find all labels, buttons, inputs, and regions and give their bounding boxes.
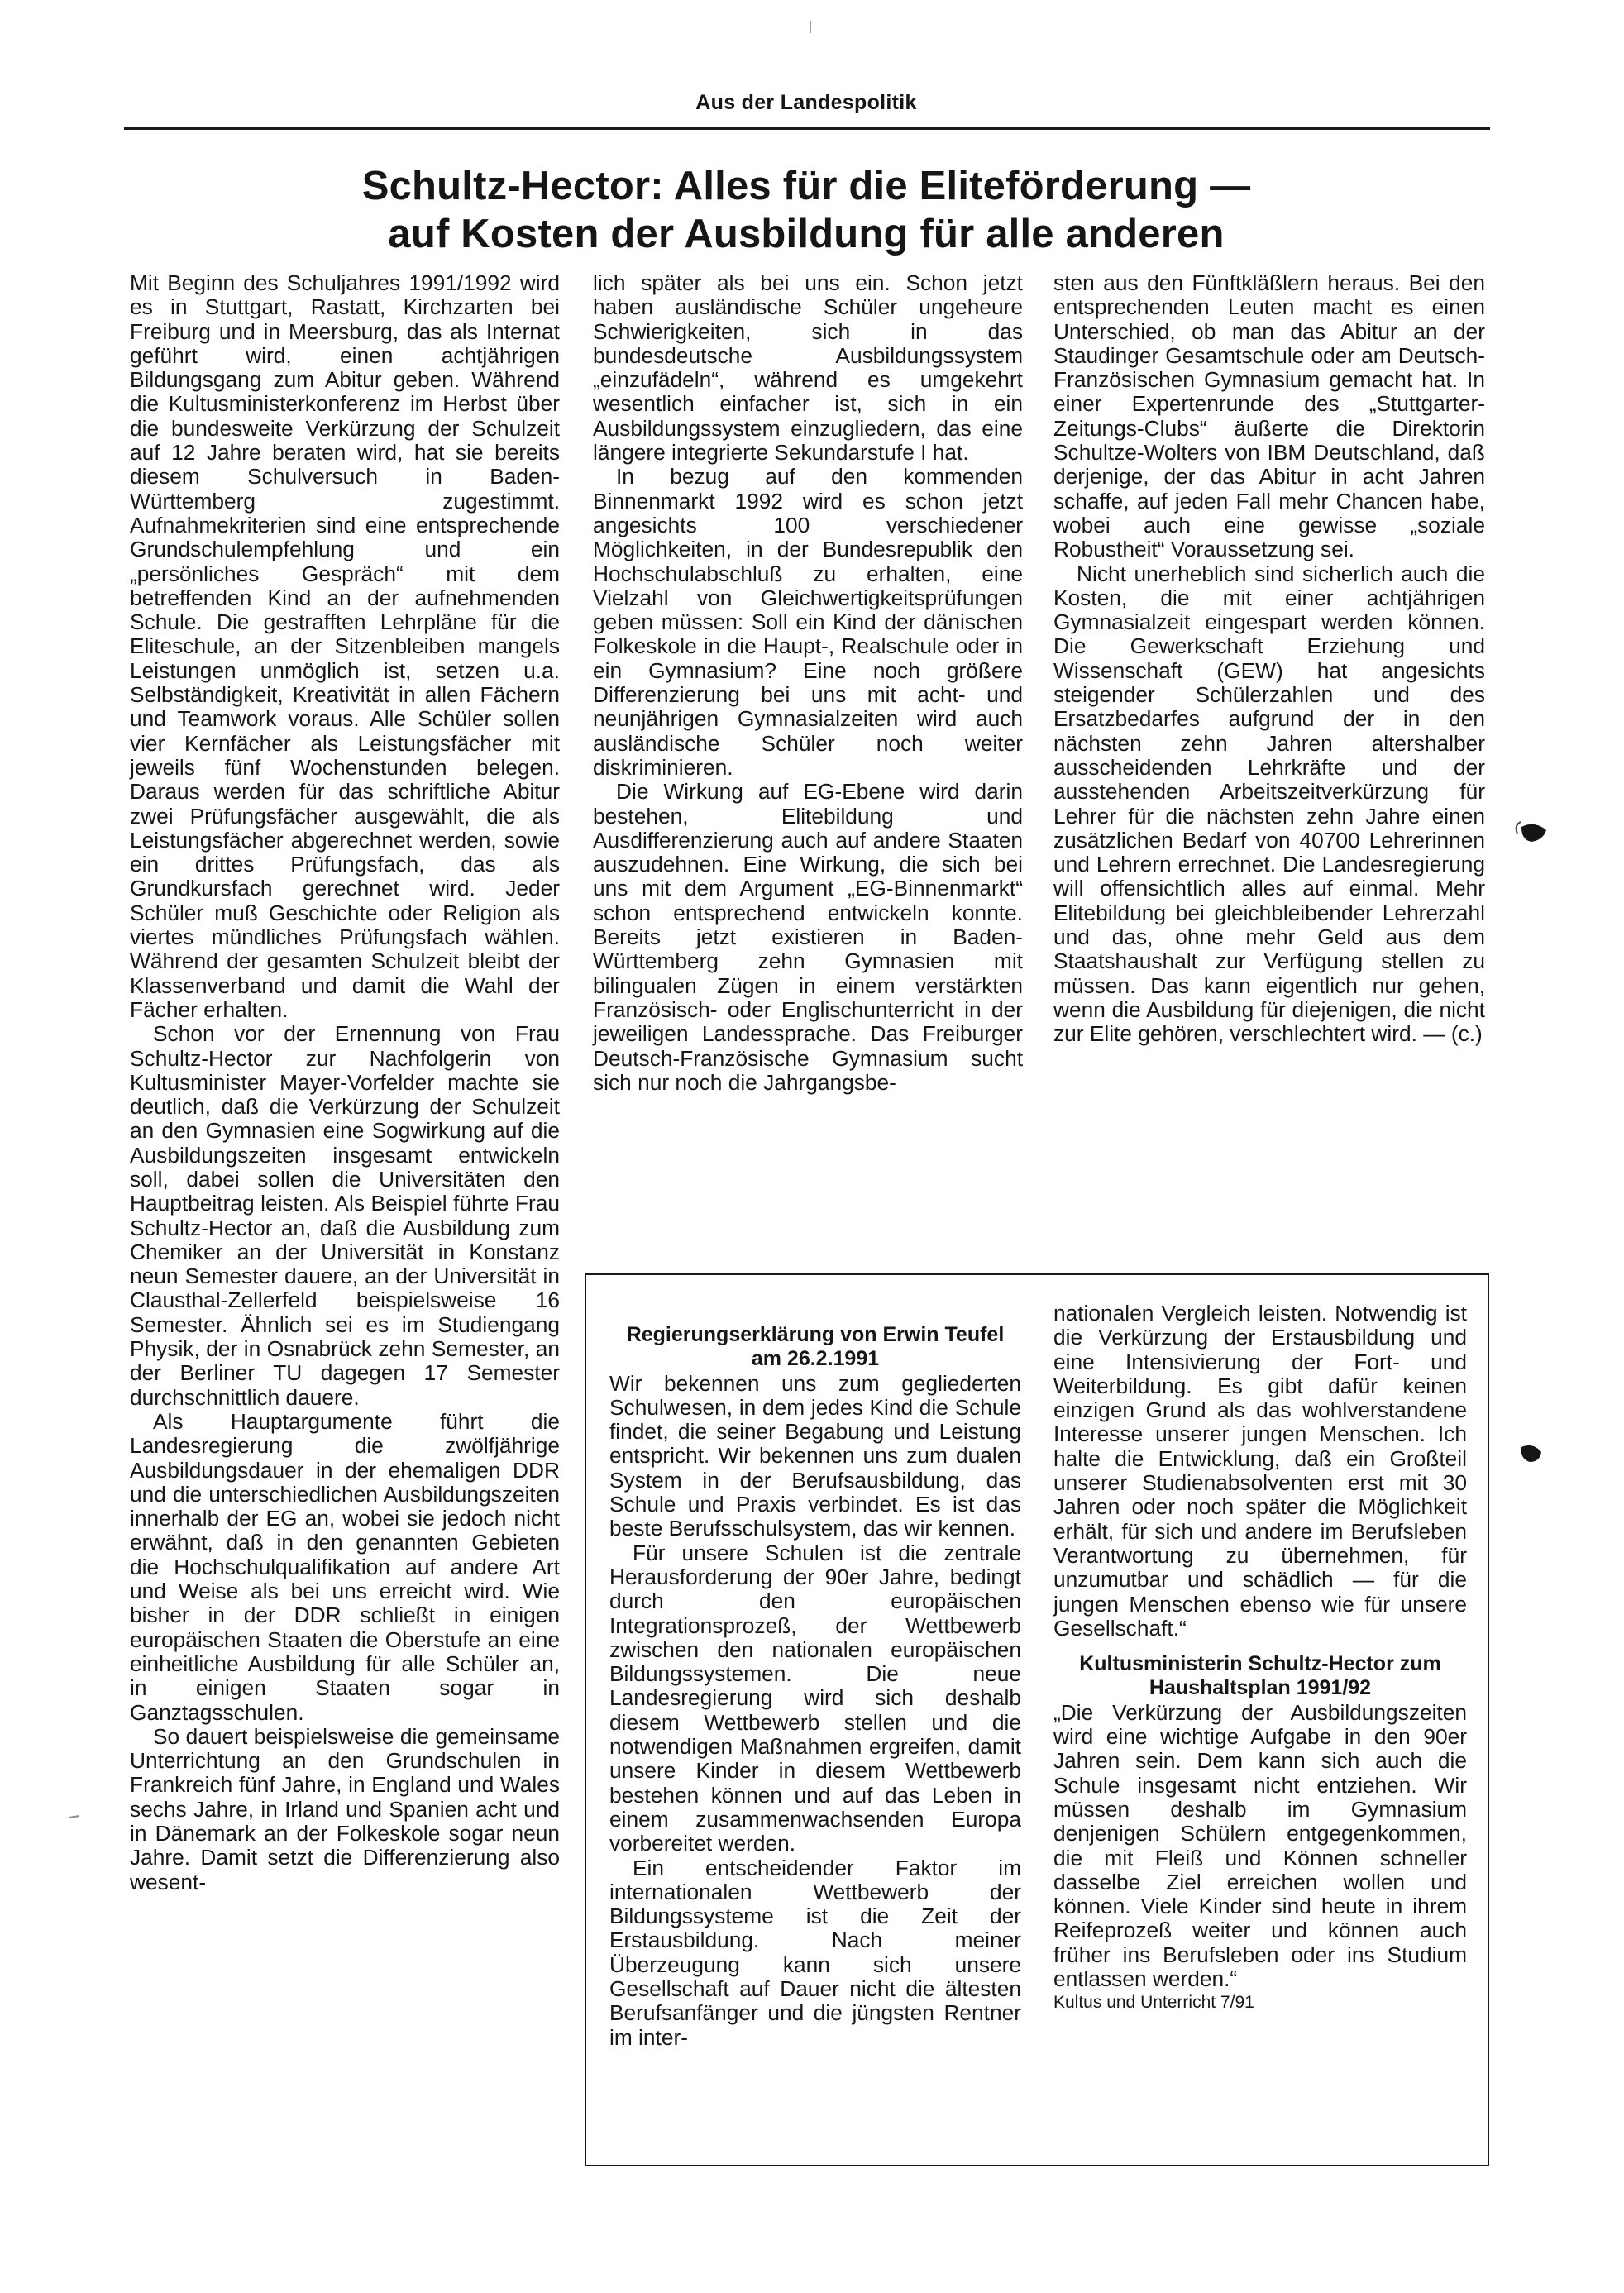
article-paragraph: So dauert beispielsweise die gemeinsame Unterrichtung an den Grundschulen in Frankreich fünf Jahre, in England und Wales sechs Jahre, in Irland und Spanien acht und in Dänemark an der Folkeskole sogar neun Jahre. Damit setzt die Differenzierung also wesent- <box>130 1723 560 1894</box>
article-paragraph: Nicht unerheblich sind sicherlich auch die Kosten, die mit einer achtjährigen Gymnasialzeit eingespart werden können. Die Gewerkschaft Erziehung und Wissenschaft (GEW) hat angesichts steigender Schülerzahlen und des Ersatzbedarfes aufgrund der in den nächsten zehn Jahren altershalber ausscheidenden Lehrkräfte und der ausstehenden Arbeitszeitverkürzung für Lehrer für die nächsten zehn Jahre einen zusätzlichen Bedarf von 40700 Lehrerinnen und Lehrern errechnet. Die Landesregierung will offensichtlich alles auf einmal. Mehr Elitebildung bei gleichbleibender Lehrerzahl und das, ohne mehr Geld aus dem Staatshaushalt zur Verfügung stellen zu müssen. Das kann eigentlich nur gehen, wenn die Ausbildung für diejenigen, die nicht zur Elite gehören, verschlechtert wird. — (c.) <box>1053 561 1485 1047</box>
quote-paragraph: Für unsere Schulen ist die zentrale Herausforderung der 90er Jahre, bedingt durch den europäischen Integrationsprozeß, der Wettbewerb zwischen den nationalen europäischen Bildungssystemen. Die neue Landesregierung wird sich deshalb diesem Wettbewerb stellen und die notwendigen Maßnahmen ergreifen, damit unsere Kinder in diesem Wettbewerb bestehen können und auf das Leben in einem zusammenwachsenden Europa vorbereitet werden. <box>609 1540 1021 1856</box>
article-paragraph: sten aus den Fünftkläßlern heraus. Bei den entsprechenden Leuten macht es einen Unterschied, ob man das Abitur an der Staudinger Gesamtschule oder am Deutsch-Französischen Gymnasium gemacht hat. In einer Expertenrunde des „Stuttgarter-Zeitungs-Clubs“ äußerte die Direktorin Schultze-Wolters von IBM Deutschland, daß derjenige, der das Abitur in acht Jahren schaffe, auf jeden Fall mehr Chancen habe, wobei auch eine gewisse „soziale Robustheit“ Voraussetzung sei. <box>1053 270 1485 562</box>
quote-paragraph: Wir bekennen uns zum gegliederten Schulwesen, in dem jedes Kind die Schule findet, die seiner Begabung und Leistung entspricht. Wir bekennen uns zum dualen System in der Berufsausbildung, das Schule und Praxis verbindet. Es ist das beste Berufsschulsystem, das wir kennen. <box>609 1370 1021 1541</box>
quote-paragraph: Ein entscheidender Faktor im internationalen Wettbewerb der Bildungssysteme ist die Zeit der Erstausbildung. Nach meiner Überzeugung kann sich unsere Gesellschaft auf Dauer nicht die ältesten Berufsanfänger und die jüngsten Rentner im inter- <box>609 1855 1021 2050</box>
article-paragraph: Schon vor der Ernennung von Frau Schultz-Hector zur Nachfolgerin von Kultusminister Mayer-Vorfelder machte sie deutlich, daß die Verkürzung der Schulzeit an den Gymnasien eine Sogwirkung auf die Ausbildungszeiten insgesamt entwickeln soll, dabei sollen die Universitäten den Hauptbeitrag leisten. Als Beispiel führte Frau Schultz-Hector an, daß die Ausbildung zum Chemiker an der Universität in Konstanz neun Semester dauere, an der Universität in Clausthal-Zellerfeld beispielsweise 16 Semester. Ähnlich sei es im Studiengang Physik, der in Osnabrück zehn Semester, an der Berliner TU dagegen 17 Semester durchschnittlich dauere. <box>130 1021 560 1410</box>
scan-speck <box>69 1816 79 1818</box>
headline-line-1: Schultz-Hector: Alles für die Eliteförderung — <box>361 164 1251 208</box>
scan-speck <box>1521 1445 1541 1462</box>
article-paragraph: Die Wirkung auf EG-Ebene wird darin bestehen, Elitebildung und Ausdifferenzierung auch auf andere Staaten auszudehnen. Eine Wirkung, die sich bei uns mit dem Argument „EG-Binnenmarkt“ schon entsprechend entwickeln konnte. Bereits jetzt existieren in Baden-Württemberg zehn Gymnasien mit bilingualen Zügen in einem verstärkten Französisch- oder Englischunterricht in der jeweiligen Landessprache. Das Freiburger Deutsch-Französische Gymnasium sucht sich nur noch die Jahrgangsbe- <box>593 779 1023 1095</box>
quote-box-heading-2: Kultusministerin Schultz-Hector zum Haushaltsplan 1991/92 <box>1079 1652 1441 1700</box>
scan-speck <box>1517 822 1521 834</box>
quote-paragraph: nationalen Vergleich leisten. Notwendig ist die Verkürzung der Erstausbildung und eine Intensivierung der Fort- und Weiterbildung. Es gibt dafür keinen einzigen Grund als das wohlverstandene Interesse unserer jungen Menschen. Ich halte die Entwicklung, daß ein Großteil unserer Studienabsolventen erst mit 30 Jahren oder noch später die Möglichkeit erhält, für sich und andere im Berufsleben Verantwortung zu übernehmen, für unzumutbar und schädlich — für die jungen Menschen ebenso wie für unsere Gesellschaft.“ <box>1053 1301 1467 1641</box>
article-paragraph: In bezug auf den kommenden Binnenmarkt 1992 wird es schon jetzt angesichts 100 verschiedener Möglichkeiten, in der Bundesrepublik den Hochschulabschluß zu erhalten, eine Vielzahl von Gleichwertigkeitsprüfungen geben müssen: Soll ein Kind der dänischen Folkeskole in die Haupt-, Realschule oder in ein Gymnasium? Eine noch größere Differenzierung bei uns mit acht- und neunjährigen Gymnasialzeiten wird auch ausländische Schüler noch weiter diskriminieren. <box>593 464 1023 780</box>
quote-paragraph: „Die Verkürzung der Ausbildungszeiten wird eine wichtige Aufgabe in den 90er Jahren sein. Dem kann sich auch die Schule insgesamt nicht entziehen. Wir müssen deshalb im Gymnasium denjenigen Schülern entgegenkommen, die mit Fleiß und Können schneller dasselbe Ziel erreichen wollen und können. Viele Kinder sind heute in ihrem Reifeprozeß weiter und können auch früher ins Berufsleben oder ins Studium entlassen werden.“ <box>1053 1699 1467 1992</box>
article-paragraph: Mit Beginn des Schuljahres 1991/1992 wird es in Stuttgart, Rastatt, Kirchzarten bei Freiburg und in Meersburg, das als Internat geführt wird, einen achtjährigen Bildungsgang zum Abitur geben. Während die Kultusministerkonferenz im Herbst über die bundesweite Verkürzung der Schulzeit auf 12 Jahre beraten wird, hat sie bereits diesem Schulversuch in Baden-Württemberg zugestimmt. Aufnahmekriterien sind eine entsprechende Grundschulempfehlung und ein „persönliches Gespräch“ mit dem betreffenden Kind an der aufnehmenden Schule. Die gestrafften Lehrpläne für die Eliteschule, an der Sitzenbleiben mangels Leistungen unmöglich ist, setzen u.a. Selbständigkeit, Kreativität in allen Fächern und Teamwork voraus. Alle Schüler sollen vier Kernfächer als Leistungsfächer mit jeweils fünf Wochenstunden belegen. Daraus werden für das schriftliche Abitur zwei Prüfungsfächer ausgewählt, die als Leistungsfächer abgerechnet werden, sowie ein drittes Prüfungsfach, das als Grundkursfach gerechnet wird. Jeder Schüler muß Geschichte oder Religion als viertes mündliches Prüfungsfach wählen. Während der gesamten Schulzeit bleibt der Klassenverband und damit die Wahl der Fächer erhalten. <box>130 270 560 1022</box>
article-paragraph: Als Hauptargumente führt die Landesregierung die zwölfjährige Ausbildungsdauer in der ehemaligen DDR und die unterschiedlichen Ausbildungszeiten innerhalb der EG an, wobei sie jedoch nicht erwähnt, daß in den genannten Gebieten die Hochschulqualifikation auf andere Art und Weise als bei uns erreicht wird. Wie bisher in der DDR schließt in einigen europäischen Staaten die Oberstufe an eine einheitliche Ausbildung für alle Schüler an, in einigen Staaten sogar in Ganztagsschulen. <box>130 1408 560 1725</box>
scan-speck <box>1521 824 1546 842</box>
quote-source: Kultus und Unterricht 7/91 <box>1053 1993 1254 2013</box>
headline-line-2: auf Kosten der Ausbildung für alle anderen <box>388 212 1225 256</box>
quote-box-heading-1: Regierungserklärung von Erwin Teufel am 26.2.1991 <box>626 1323 1005 1371</box>
article-paragraph: lich später als bei uns ein. Schon jetzt haben ausländische Schüler ungeheure Schwierigkeiten, sich in das bundesdeutsche Ausbildungssystem „einzufädeln“, während es umgekehrt wesentlich einfacher ist, sich in ein Ausbildungssystem einzugliedern, das eine längere integrierte Sekundarstufe I hat. <box>593 270 1023 466</box>
section-label: Aus der Landespolitik <box>695 91 917 114</box>
